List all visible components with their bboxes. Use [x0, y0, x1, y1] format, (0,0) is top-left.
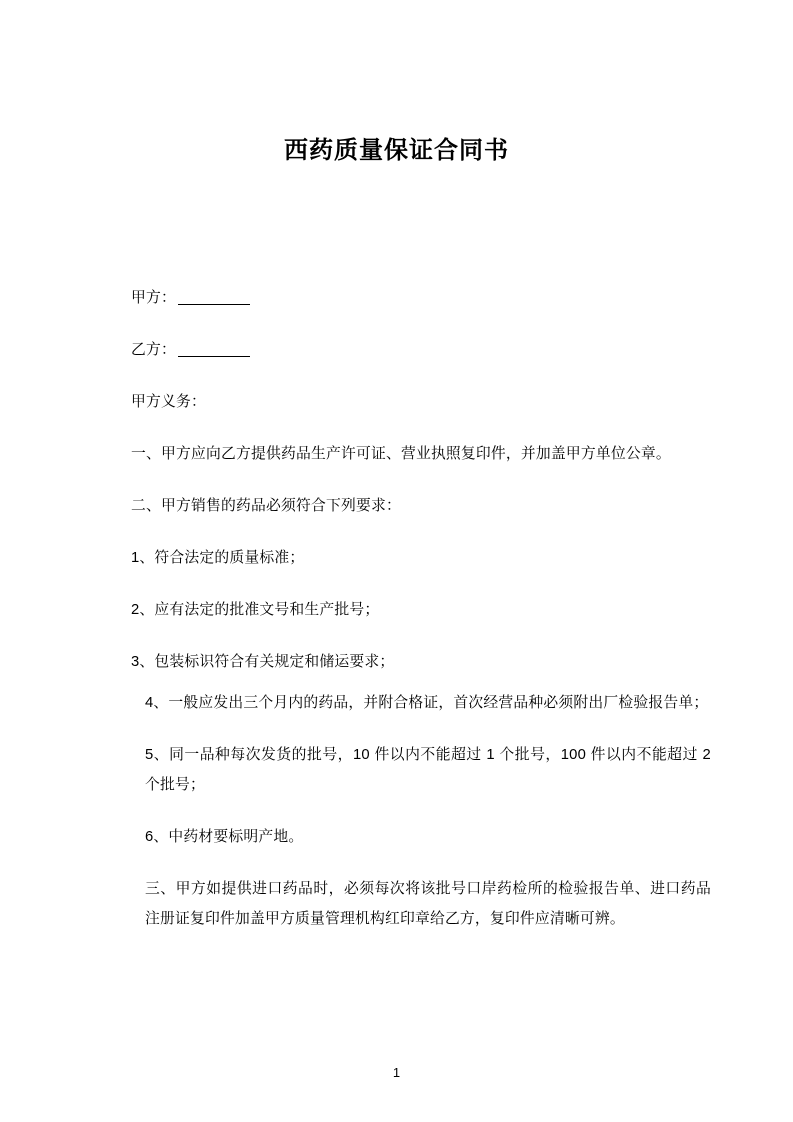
clause-2-item-4: 4、一般应发出三个月内的药品，并附合格证，首次经营品种必须附出厂检验报告单； [145, 695, 709, 711]
party-a-label: 甲方： [131, 290, 176, 306]
clause-2-item-2: 2、应有法定的批准文号和生产批号； [131, 602, 380, 618]
party-b-field [131, 324, 711, 376]
page-title: 西药质量保证合同书 [284, 137, 509, 164]
clause-3: 三、甲方如提供进口药品时，必须每次将该批号口岸药检所的检验报告单、进口药品注册证复印件加盖甲方质量管理机构红印章给乙方，复印件应清晰可辨。 [145, 881, 711, 927]
party-a-blank[interactable] [178, 304, 250, 305]
party-a-field [131, 272, 711, 324]
party-b-label: 乙方： [131, 342, 176, 358]
clause-2-item-6: 6、中药材要标明产地。 [145, 829, 304, 845]
clause-2: 二、甲方销售的药品必须符合下列要求： [131, 498, 401, 514]
page-number: 1 [392, 1065, 401, 1080]
document-body [0, 168, 793, 934]
clause-2-item-1: 1、符合法定的质量标准； [131, 550, 305, 566]
section-heading-obligations: 甲方义务： [131, 394, 206, 410]
clause-2-item-3: 3、包装标识符合有关规定和储运要求； [131, 654, 395, 670]
clause-2-item-5: 5、同一品种每次发货的批号，10 件以内不能超过 1 个批号，100 件以内不能超过 2 个批号； [145, 747, 711, 793]
clause-1: 一、甲方应向乙方提供药品生产许可证、营业执照复印件，并加盖甲方单位公章。 [131, 446, 671, 462]
party-b-blank[interactable] [178, 356, 250, 357]
